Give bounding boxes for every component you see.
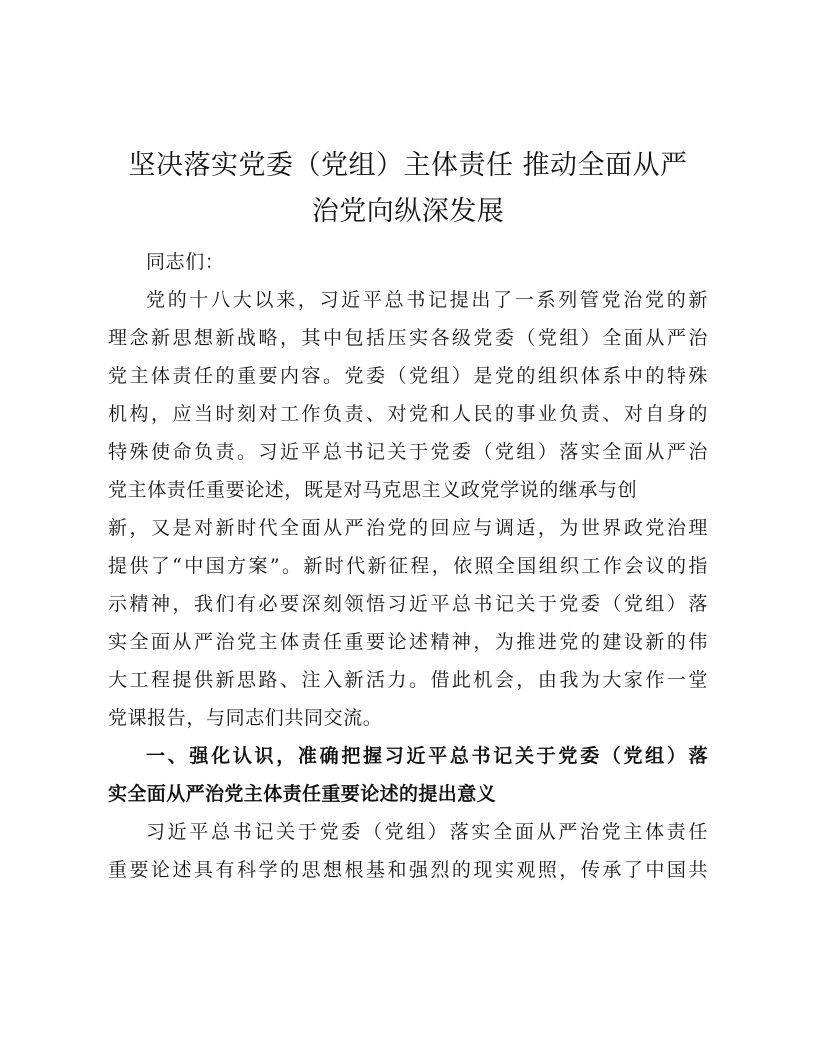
paragraph-1-line-11: 大工程提供新思路、注入新活力。借此机会，由我为大家作一堂 <box>108 669 708 691</box>
paragraph-1-line-7: 新，又是对新时代全面从严治党的回应与调适，为世界政党治理 <box>108 517 708 539</box>
paragraph-1-line-8: 提供了“中国方案”。新时代新征程，依照全国组织工作会议的指 <box>108 555 708 577</box>
document-title-line-1: 坚决落实党委（党组）主体责任 推动全面从严 <box>128 150 688 181</box>
paragraph-1-line-9: 示精神，我们有必要深刻领悟习近平总书记关于党委（党组）落 <box>108 593 708 615</box>
paragraph-1-line-10: 实全面从严治党主体责任重要论述精神，为推进党的建设新的伟 <box>108 631 708 653</box>
paragraph-1-line-12: 党课报告，与同志们共同交流。 <box>108 707 383 729</box>
section-heading-1-line-2: 实全面从严治党主体责任重要论述的提出意义 <box>108 783 497 805</box>
paragraph-2-line-1: 习近平总书记关于党委（党组）落实全面从严治党主体责任 <box>146 821 708 843</box>
paragraph-1-line-2: 理念新思想新战略，其中包括压实各级党委（党组）全面从严治 <box>108 327 708 349</box>
paragraph-1-line-5: 特殊使命负责。习近平总书记关于党委（党组）落实全面从严治 <box>108 441 708 463</box>
paragraph-1-line-1: 党的十八大以来，习近平总书记提出了一系列管党治党的新 <box>146 289 708 311</box>
section-heading-1-line-1: 一、强化认识，准确把握习近平总书记关于党委（党组）落 <box>146 745 708 767</box>
paragraph-2-line-2: 重要论述具有科学的思想根基和强烈的现实观照，传承了中国共 <box>108 859 708 881</box>
paragraph-1-line-4: 机构，应当时刻对工作负责、对党和人民的事业负责、对自身的 <box>108 403 708 425</box>
salutation: 同志们： <box>146 251 225 273</box>
paragraph-1-line-6: 党主体责任重要论述，既是对马克思主义政党学说的继承与创 <box>108 479 638 501</box>
document-title-line-2: 治党向纵深发展 <box>311 196 505 227</box>
paragraph-1-line-3: 党主体责任的重要内容。党委（党组）是党的组织体系中的特殊 <box>108 365 708 387</box>
